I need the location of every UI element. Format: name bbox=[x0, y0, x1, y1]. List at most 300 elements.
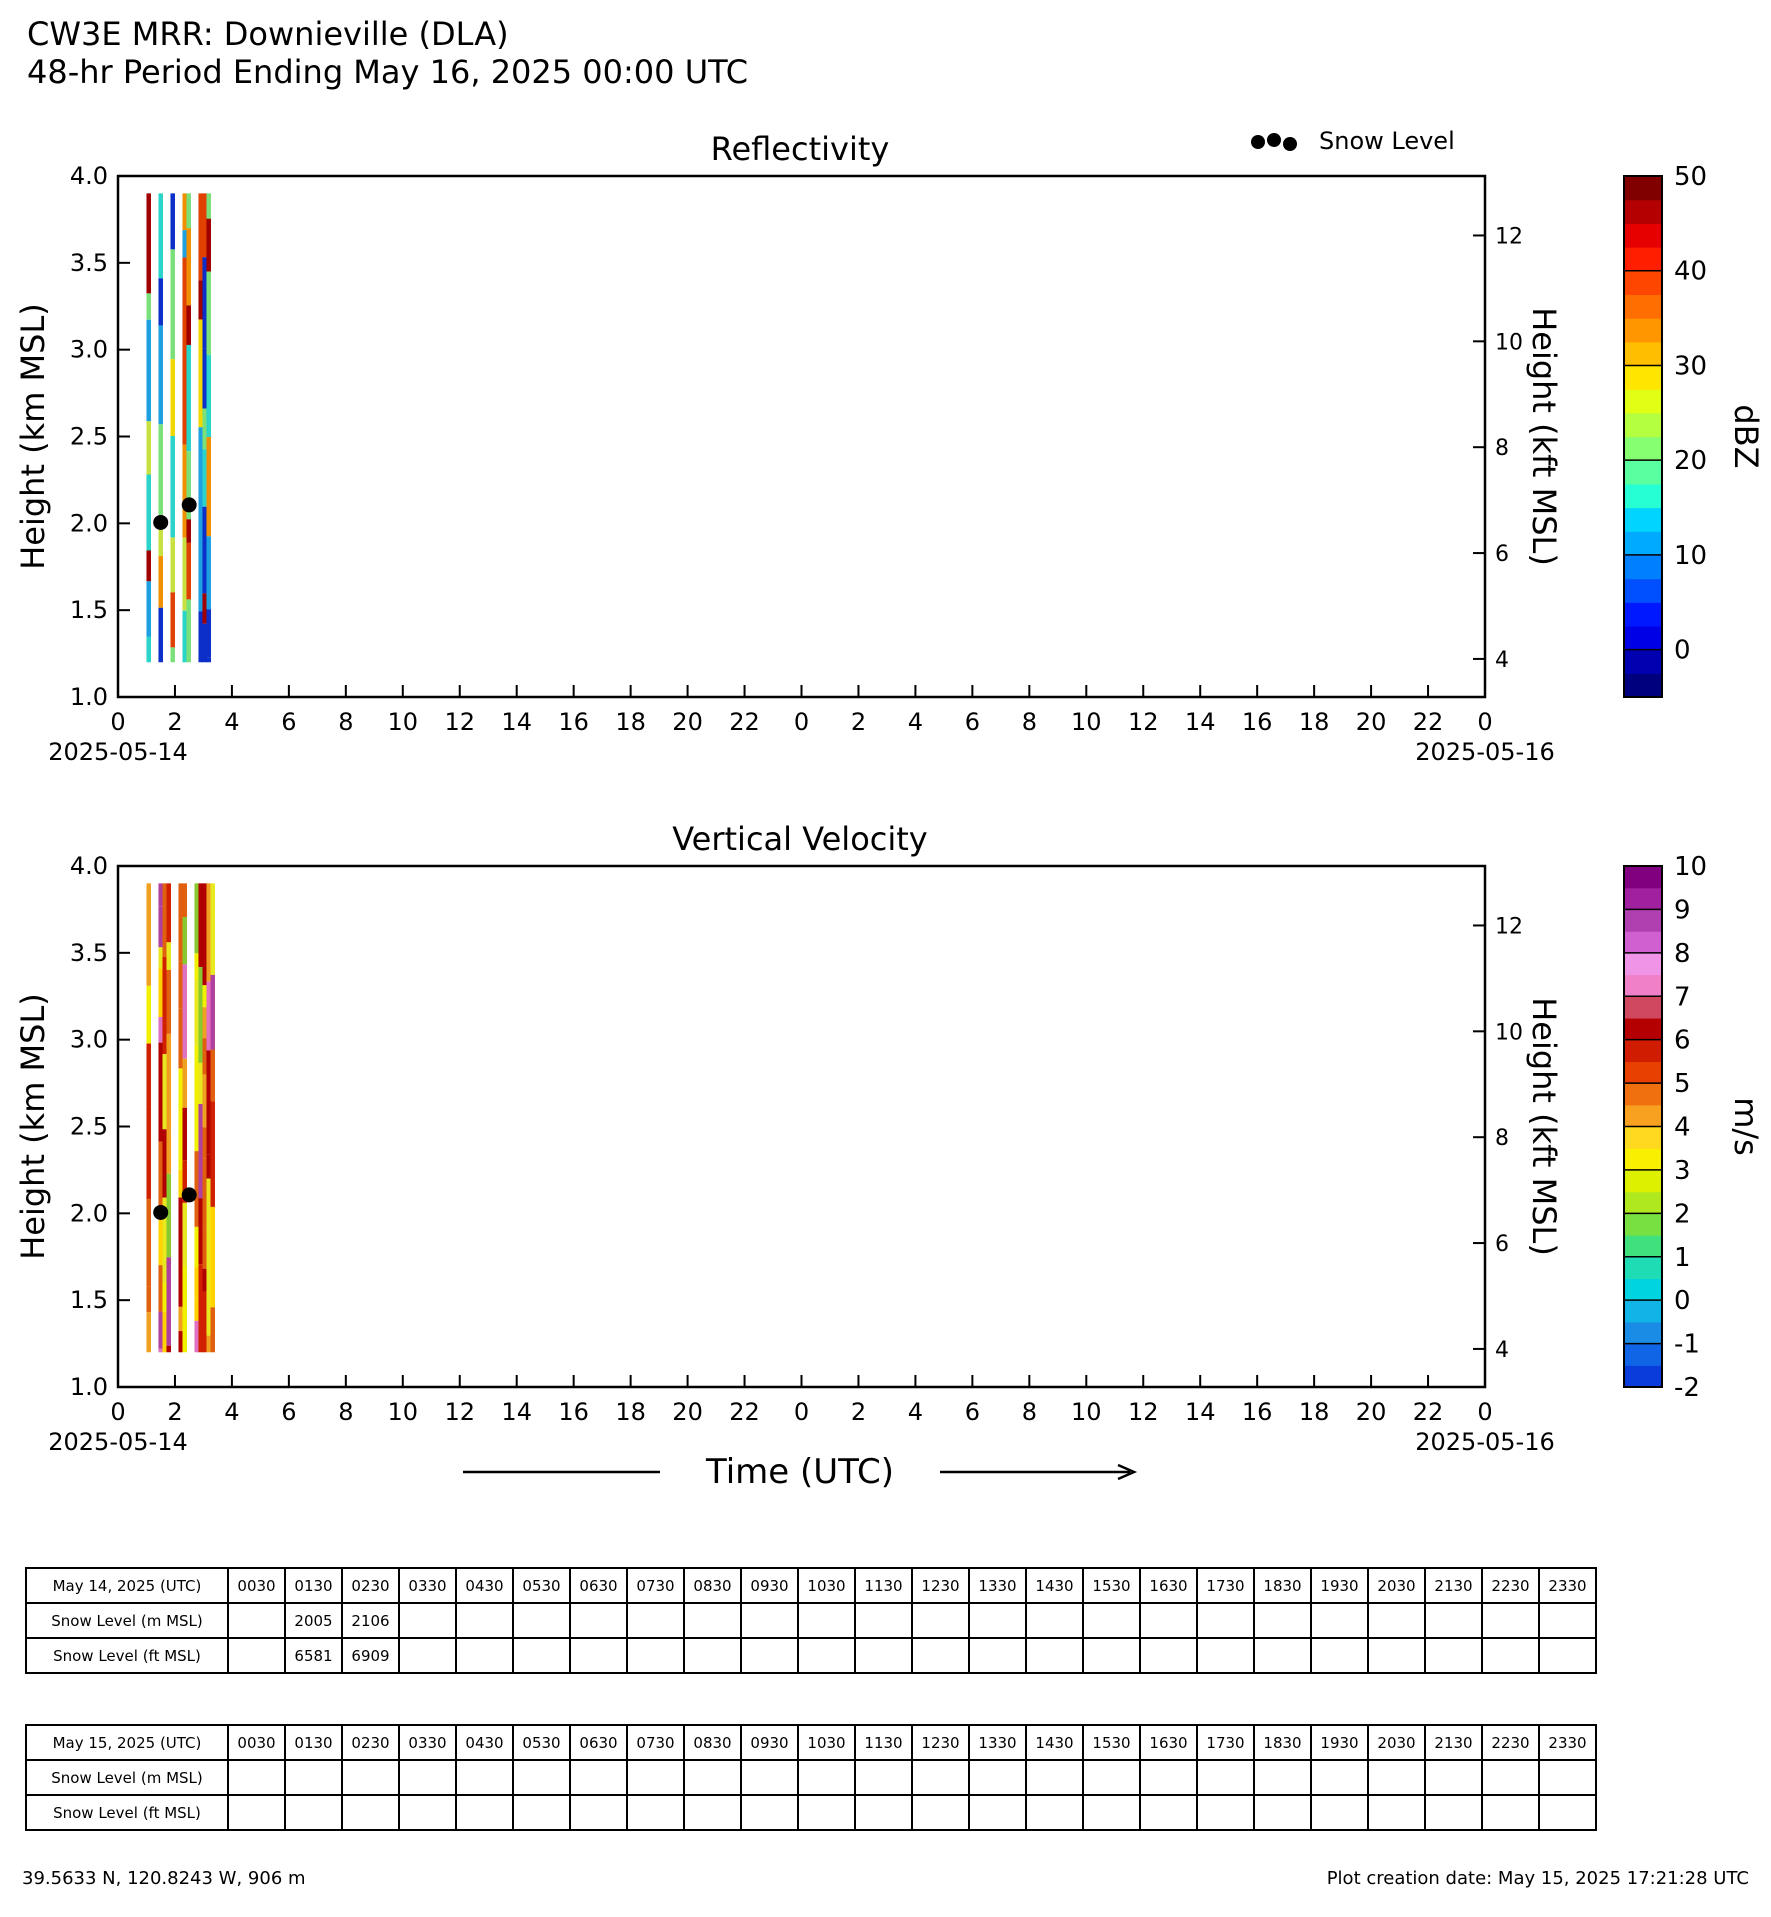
table-cell bbox=[1368, 1760, 1425, 1795]
colorbar-segment bbox=[1624, 931, 1662, 953]
colorbar-segment bbox=[1624, 1213, 1662, 1235]
x-tick-label: 14 bbox=[501, 708, 532, 736]
table-time-header: 1130 bbox=[855, 1725, 912, 1760]
data-cell bbox=[146, 475, 151, 551]
data-cell bbox=[194, 1267, 199, 1297]
data-cell bbox=[210, 1049, 215, 1101]
table-cell bbox=[1539, 1795, 1596, 1830]
colorbar-segment bbox=[1624, 996, 1662, 1018]
table-cell bbox=[399, 1760, 456, 1795]
colorbar-tick-label: 8 bbox=[1674, 938, 1691, 969]
data-cell bbox=[202, 1292, 207, 1353]
table-cell bbox=[1026, 1760, 1083, 1795]
x-tick-label: 4 bbox=[907, 1398, 924, 1426]
date-end-label: 2025-05-16 bbox=[1415, 1428, 1555, 1456]
data-cell bbox=[182, 258, 187, 342]
x-tick-label: 20 bbox=[672, 708, 703, 736]
table-cell bbox=[1311, 1795, 1368, 1830]
data-cell bbox=[166, 942, 171, 970]
y2-tick-label: 10 bbox=[1495, 330, 1523, 356]
legend-dot bbox=[1283, 137, 1297, 151]
x-tick-label: 16 bbox=[1241, 708, 1273, 736]
x-tick-label: 22 bbox=[1412, 708, 1444, 736]
table-cell bbox=[399, 1603, 456, 1638]
data-cell bbox=[146, 293, 151, 319]
data-cell bbox=[206, 536, 211, 609]
table-cell bbox=[342, 1760, 399, 1795]
y2-tick-label: 8 bbox=[1495, 436, 1509, 462]
colorbar-segment bbox=[1624, 1083, 1662, 1105]
colorbar-segment bbox=[1624, 223, 1662, 247]
table-cell bbox=[342, 1795, 399, 1830]
table-time-header: 1930 bbox=[1311, 1725, 1368, 1760]
x-tick-label: 12 bbox=[444, 708, 476, 736]
colorbar-segment bbox=[1624, 1105, 1662, 1127]
table-cell bbox=[1083, 1638, 1140, 1673]
data-cell bbox=[182, 1108, 187, 1161]
data-cell bbox=[206, 193, 211, 218]
table-cell bbox=[456, 1795, 513, 1830]
table-cell: 6581 bbox=[285, 1638, 342, 1673]
data-cell bbox=[158, 1265, 163, 1311]
data-cell bbox=[198, 1264, 203, 1352]
table-time-header: 1830 bbox=[1254, 1568, 1311, 1603]
table-cell bbox=[1140, 1603, 1197, 1638]
colorbar-segment bbox=[1624, 1344, 1662, 1366]
table-cell bbox=[912, 1638, 969, 1673]
table-time-header: 0930 bbox=[741, 1725, 798, 1760]
colorbar-tick-label: 2 bbox=[1674, 1199, 1691, 1230]
data-cell bbox=[158, 947, 163, 968]
data-cell bbox=[158, 424, 163, 519]
table-cell bbox=[912, 1760, 969, 1795]
colorbar-label: dBZ bbox=[1727, 404, 1765, 469]
table-cell bbox=[1083, 1795, 1140, 1830]
colorbar-segment bbox=[1624, 1257, 1662, 1279]
table-cell bbox=[513, 1603, 570, 1638]
table-cell bbox=[1083, 1760, 1140, 1795]
table-cell: 6909 bbox=[342, 1638, 399, 1673]
data-cell bbox=[146, 550, 151, 581]
data-cell bbox=[146, 1199, 151, 1286]
table-cell bbox=[969, 1638, 1026, 1673]
table-cell bbox=[570, 1795, 627, 1830]
table-row bbox=[26, 1603, 1596, 1638]
x-tick-label: 6 bbox=[281, 1398, 297, 1426]
table-cell bbox=[456, 1603, 513, 1638]
date-start-label: 2025-05-14 bbox=[48, 1428, 188, 1456]
colorbar-segment bbox=[1624, 1127, 1662, 1149]
table-cell bbox=[399, 1638, 456, 1673]
table-cell bbox=[798, 1760, 855, 1795]
colorbar-segment bbox=[1624, 318, 1662, 342]
colorbar-segment bbox=[1624, 1148, 1662, 1170]
table-time-header: 2330 bbox=[1539, 1725, 1596, 1760]
table-time-header: 1030 bbox=[798, 1725, 855, 1760]
x-tick-label: 16 bbox=[558, 1398, 589, 1426]
data-cell bbox=[198, 611, 203, 662]
table-time-header: 1630 bbox=[1140, 1725, 1197, 1760]
colorbar-tick-label: 10 bbox=[1674, 852, 1708, 882]
data-cell bbox=[206, 272, 211, 356]
table-cell bbox=[1311, 1638, 1368, 1673]
table-cell bbox=[1425, 1760, 1482, 1795]
data-cell bbox=[162, 883, 167, 957]
table-row bbox=[26, 1760, 1596, 1795]
table-cell bbox=[1539, 1760, 1596, 1795]
data-cell bbox=[146, 421, 151, 474]
colorbar-segment bbox=[1624, 365, 1662, 389]
x-tick-label: 10 bbox=[1071, 1398, 1102, 1426]
x-tick-label: 18 bbox=[1298, 1398, 1330, 1426]
data-cell bbox=[202, 593, 207, 623]
legend-label: Snow Level bbox=[1319, 127, 1455, 155]
table-cell bbox=[570, 1603, 627, 1638]
data-cell bbox=[206, 1154, 211, 1178]
table-time-header: 1030 bbox=[798, 1568, 855, 1603]
y-tick-label: 3.5 bbox=[69, 248, 108, 277]
table-time-header: 0130 bbox=[285, 1568, 342, 1603]
table-cell bbox=[1368, 1795, 1425, 1830]
data-cell bbox=[182, 1267, 187, 1353]
data-cell bbox=[146, 193, 151, 293]
x-tick-label: 2 bbox=[167, 708, 183, 736]
data-cell bbox=[158, 1043, 163, 1142]
table-cell bbox=[855, 1638, 912, 1673]
data-cell bbox=[158, 1142, 163, 1215]
data-cell bbox=[198, 1198, 203, 1264]
table-time-header: 0530 bbox=[513, 1568, 570, 1603]
x-tick-label: 14 bbox=[1184, 708, 1216, 736]
table-cell bbox=[741, 1760, 798, 1795]
data-cell bbox=[166, 970, 171, 1034]
table-cell bbox=[741, 1603, 798, 1638]
data-cell bbox=[146, 320, 151, 422]
colorbar-tick-label: 40 bbox=[1674, 256, 1708, 287]
data-cell bbox=[202, 470, 207, 506]
colorbar-tick-label: 3 bbox=[1674, 1155, 1691, 1186]
colorbar-segment bbox=[1624, 1322, 1662, 1344]
header-subtitle: 48-hr Period Ending May 16, 2025 00:00 UTC bbox=[27, 53, 749, 91]
data-cell bbox=[198, 1063, 203, 1104]
data-cell bbox=[178, 961, 183, 1009]
x-tick-label: 22 bbox=[1412, 1398, 1444, 1426]
data-cell bbox=[170, 193, 175, 249]
y-tick-label: 1.5 bbox=[69, 1286, 108, 1315]
y-tick-label: 3.0 bbox=[69, 1025, 108, 1054]
data-cell bbox=[158, 608, 163, 663]
data-cell bbox=[186, 193, 191, 228]
colorbar-tick-label: 6 bbox=[1674, 1025, 1691, 1056]
table-cell bbox=[855, 1795, 912, 1830]
table-cell bbox=[456, 1760, 513, 1795]
x-tick-label: 22 bbox=[729, 1398, 760, 1426]
data-cell bbox=[206, 609, 211, 657]
colorbar-tick-label: 0 bbox=[1674, 635, 1691, 666]
table-cell bbox=[570, 1638, 627, 1673]
colorbar-segment bbox=[1624, 602, 1662, 626]
x-tick-label: 6 bbox=[964, 1398, 981, 1426]
table-time-header: 1230 bbox=[912, 1725, 969, 1760]
y2-tick-label: 6 bbox=[1495, 1232, 1509, 1258]
data-cell bbox=[206, 355, 211, 437]
y-tick-label: 3.5 bbox=[69, 938, 108, 967]
table-time-header: 1730 bbox=[1197, 1725, 1254, 1760]
vertical-velocity-chart bbox=[0, 850, 1771, 1470]
x-tick-label: 18 bbox=[615, 708, 646, 736]
data-cell bbox=[186, 305, 191, 345]
data-cell bbox=[178, 1307, 183, 1331]
data-cell bbox=[182, 193, 187, 230]
data-cell bbox=[202, 449, 207, 470]
colorbar-segment bbox=[1624, 437, 1662, 461]
data-cell bbox=[162, 957, 167, 1054]
table-time-header: 0830 bbox=[684, 1568, 741, 1603]
x-tick-label: 0 bbox=[110, 708, 126, 736]
data-cell bbox=[202, 507, 207, 594]
table-cell bbox=[285, 1795, 342, 1830]
time-axis-label-group bbox=[0, 1440, 1771, 1500]
x-tick-label: 6 bbox=[964, 708, 981, 736]
x-tick-label: 0 bbox=[1477, 708, 1493, 736]
colorbar-segment bbox=[1624, 271, 1662, 295]
table-time-header: 2030 bbox=[1368, 1568, 1425, 1603]
data-cell bbox=[206, 219, 211, 272]
snow-level-table-may15 bbox=[25, 1724, 1597, 1831]
colorbar-segment bbox=[1624, 1040, 1662, 1062]
data-cell bbox=[146, 883, 151, 985]
table-cell bbox=[1254, 1638, 1311, 1673]
x-tick-label: 14 bbox=[1184, 1398, 1216, 1426]
table-cell bbox=[228, 1603, 285, 1638]
data-cell bbox=[194, 883, 199, 953]
x-tick-label: 0 bbox=[1477, 1398, 1493, 1426]
table-time-header: 0030 bbox=[228, 1568, 285, 1603]
data-cell bbox=[158, 1312, 163, 1349]
data-cell bbox=[166, 1034, 171, 1133]
table-time-header: 1530 bbox=[1083, 1568, 1140, 1603]
table-time-header: 0930 bbox=[741, 1568, 798, 1603]
x-tick-label: 8 bbox=[1021, 708, 1037, 736]
colorbar-segment bbox=[1624, 1278, 1662, 1300]
x-tick-label: 2 bbox=[850, 708, 867, 736]
data-cell bbox=[202, 624, 207, 663]
x-tick-label: 0 bbox=[793, 1398, 810, 1426]
colorbar-segment bbox=[1624, 1300, 1662, 1322]
x-tick-label: 10 bbox=[387, 708, 419, 736]
colorbar-segment bbox=[1624, 888, 1662, 910]
table-cell bbox=[1482, 1795, 1539, 1830]
data-cell bbox=[178, 1331, 183, 1352]
table-cell bbox=[1026, 1638, 1083, 1673]
table-cell bbox=[627, 1795, 684, 1830]
x-tick-label: 0 bbox=[793, 708, 810, 736]
y-tick-label: 2.5 bbox=[69, 1112, 108, 1141]
colorbar-tick-label: 10 bbox=[1674, 540, 1708, 571]
table-cell bbox=[399, 1795, 456, 1830]
table-cell bbox=[1026, 1603, 1083, 1638]
date-end-label: 2025-05-16 bbox=[1415, 738, 1555, 766]
data-cell bbox=[182, 1059, 187, 1108]
table-row-label: Snow Level (ft MSL) bbox=[26, 1638, 228, 1673]
colorbar bbox=[1624, 176, 1662, 698]
data-cell bbox=[158, 907, 163, 948]
snow-level-legend bbox=[1240, 127, 1460, 163]
data-cell bbox=[158, 883, 163, 906]
data-cell bbox=[158, 278, 163, 325]
data-cell bbox=[158, 1017, 163, 1043]
y-tick-label: 2.0 bbox=[69, 509, 108, 538]
colorbar-segment bbox=[1624, 1170, 1662, 1192]
table-time-header: 0230 bbox=[342, 1568, 399, 1603]
y-tick-label: 4.0 bbox=[69, 162, 108, 190]
colorbar-segment bbox=[1624, 1018, 1662, 1040]
table-cell bbox=[855, 1603, 912, 1638]
x-tick-label: 2 bbox=[167, 1398, 183, 1426]
table-cell bbox=[684, 1760, 741, 1795]
y-tick-label: 1.5 bbox=[69, 596, 108, 625]
table-time-header: 0630 bbox=[570, 1568, 627, 1603]
table-cell bbox=[1482, 1760, 1539, 1795]
plot-frame bbox=[118, 866, 1485, 1387]
data-cell bbox=[202, 985, 207, 1007]
table-cell bbox=[1254, 1795, 1311, 1830]
colorbar-segment bbox=[1624, 673, 1662, 697]
table-cell bbox=[684, 1638, 741, 1673]
table-time-header: 1230 bbox=[912, 1568, 969, 1603]
x-tick-label: 12 bbox=[1127, 708, 1159, 736]
data-cell bbox=[166, 1257, 171, 1345]
data-cell bbox=[186, 345, 191, 451]
data-cell bbox=[182, 230, 187, 257]
table-time-header: 1530 bbox=[1083, 1725, 1140, 1760]
data-cell bbox=[166, 1133, 171, 1174]
x-tick-label: 8 bbox=[338, 708, 354, 736]
colorbar-tick-label: 4 bbox=[1674, 1112, 1691, 1143]
data-cell bbox=[198, 320, 203, 349]
data-cell bbox=[202, 1159, 207, 1269]
data-cell bbox=[182, 917, 187, 964]
data-cell bbox=[206, 1226, 211, 1335]
data-cell bbox=[198, 1104, 203, 1198]
data-cell bbox=[146, 1106, 151, 1198]
data-cell bbox=[202, 883, 207, 985]
y2-tick-label: 8 bbox=[1495, 1126, 1509, 1152]
data-cell bbox=[158, 325, 163, 424]
data-cell bbox=[198, 280, 203, 319]
date-start-label: 2025-05-14 bbox=[48, 738, 188, 766]
data-cell bbox=[170, 359, 175, 436]
table-cell bbox=[1425, 1603, 1482, 1638]
data-cell bbox=[206, 982, 211, 1051]
table-row bbox=[26, 1795, 1596, 1830]
table-cell bbox=[627, 1603, 684, 1638]
table-cell bbox=[798, 1603, 855, 1638]
snow-level-point bbox=[153, 1205, 168, 1220]
table-cell bbox=[684, 1795, 741, 1830]
table-time-header: 0630 bbox=[570, 1725, 627, 1760]
data-cell bbox=[206, 437, 211, 536]
table-cell bbox=[969, 1760, 1026, 1795]
table-row bbox=[26, 1638, 1596, 1673]
y2-tick-label: 10 bbox=[1495, 1020, 1523, 1046]
colorbar-segment bbox=[1624, 1235, 1662, 1257]
table-cell bbox=[1482, 1638, 1539, 1673]
data-cell bbox=[182, 1203, 187, 1267]
data-cell bbox=[170, 249, 175, 359]
colorbar-segment bbox=[1624, 531, 1662, 555]
data-cell bbox=[198, 883, 203, 967]
table-time-header: 0830 bbox=[684, 1725, 741, 1760]
y2-tick-label: 6 bbox=[1495, 542, 1509, 568]
table-row-label: Snow Level (m MSL) bbox=[26, 1603, 228, 1638]
x-tick-label: 4 bbox=[907, 708, 924, 736]
table-cell bbox=[1083, 1603, 1140, 1638]
table-time-header: 0730 bbox=[627, 1725, 684, 1760]
colorbar-segment bbox=[1624, 508, 1662, 532]
data-cell bbox=[210, 975, 215, 1050]
data-cell bbox=[146, 581, 151, 637]
colorbar-tick-label: 50 bbox=[1674, 162, 1708, 192]
table-cell bbox=[969, 1795, 1026, 1830]
plot-creation-date: Plot creation date: May 15, 2025 17:21:28 UTC bbox=[1326, 1868, 1749, 1889]
colorbar-tick-label: 9 bbox=[1674, 895, 1691, 926]
colorbar-tick-label: 7 bbox=[1674, 982, 1691, 1013]
x-tick-label: 22 bbox=[729, 708, 760, 736]
x-tick-label: 12 bbox=[1127, 1398, 1159, 1426]
y-tick-label: 1.0 bbox=[69, 683, 108, 711]
data-cell bbox=[166, 883, 171, 942]
table-time-header: 0530 bbox=[513, 1725, 570, 1760]
table-time-header: 2230 bbox=[1482, 1568, 1539, 1603]
colorbar-segment bbox=[1624, 866, 1662, 888]
table-time-header: 0430 bbox=[456, 1725, 513, 1760]
vertical-velocity-title: Vertical Velocity bbox=[672, 820, 928, 858]
data-cell bbox=[206, 1050, 211, 1154]
table-date-label: May 14, 2025 (UTC) bbox=[26, 1568, 228, 1603]
data-cell bbox=[194, 1227, 199, 1267]
y-tick-label: 2.5 bbox=[69, 422, 108, 451]
x-tick-label: 8 bbox=[1021, 1398, 1037, 1426]
table-time-header: 1930 bbox=[1311, 1568, 1368, 1603]
table-cell bbox=[1197, 1760, 1254, 1795]
data-cell bbox=[178, 883, 183, 961]
x-tick-label: 12 bbox=[444, 1398, 476, 1426]
data-cell bbox=[182, 342, 187, 445]
table-cell bbox=[513, 1760, 570, 1795]
y-axis-label: Height (km MSL) bbox=[14, 303, 52, 570]
data-cell bbox=[202, 193, 207, 257]
colorbar-segment bbox=[1624, 1061, 1662, 1083]
data-cell bbox=[162, 1312, 167, 1352]
data-cell bbox=[146, 1044, 151, 1107]
table-time-header: 0130 bbox=[285, 1725, 342, 1760]
table-cell bbox=[627, 1638, 684, 1673]
colorbar-tick-label: 30 bbox=[1674, 351, 1708, 382]
data-cell bbox=[198, 349, 203, 427]
table-cell bbox=[228, 1638, 285, 1673]
x-tick-label: 4 bbox=[224, 1398, 240, 1426]
table-cell bbox=[798, 1638, 855, 1673]
y2-axis-label: Height (kft MSL) bbox=[1525, 307, 1563, 566]
table-cell bbox=[741, 1638, 798, 1673]
table-cell bbox=[1368, 1638, 1425, 1673]
data-cell bbox=[202, 1127, 207, 1158]
table-cell bbox=[1254, 1760, 1311, 1795]
legend-dot bbox=[1267, 133, 1281, 147]
x-tick-label: 16 bbox=[558, 708, 589, 736]
data-cell bbox=[210, 883, 215, 918]
